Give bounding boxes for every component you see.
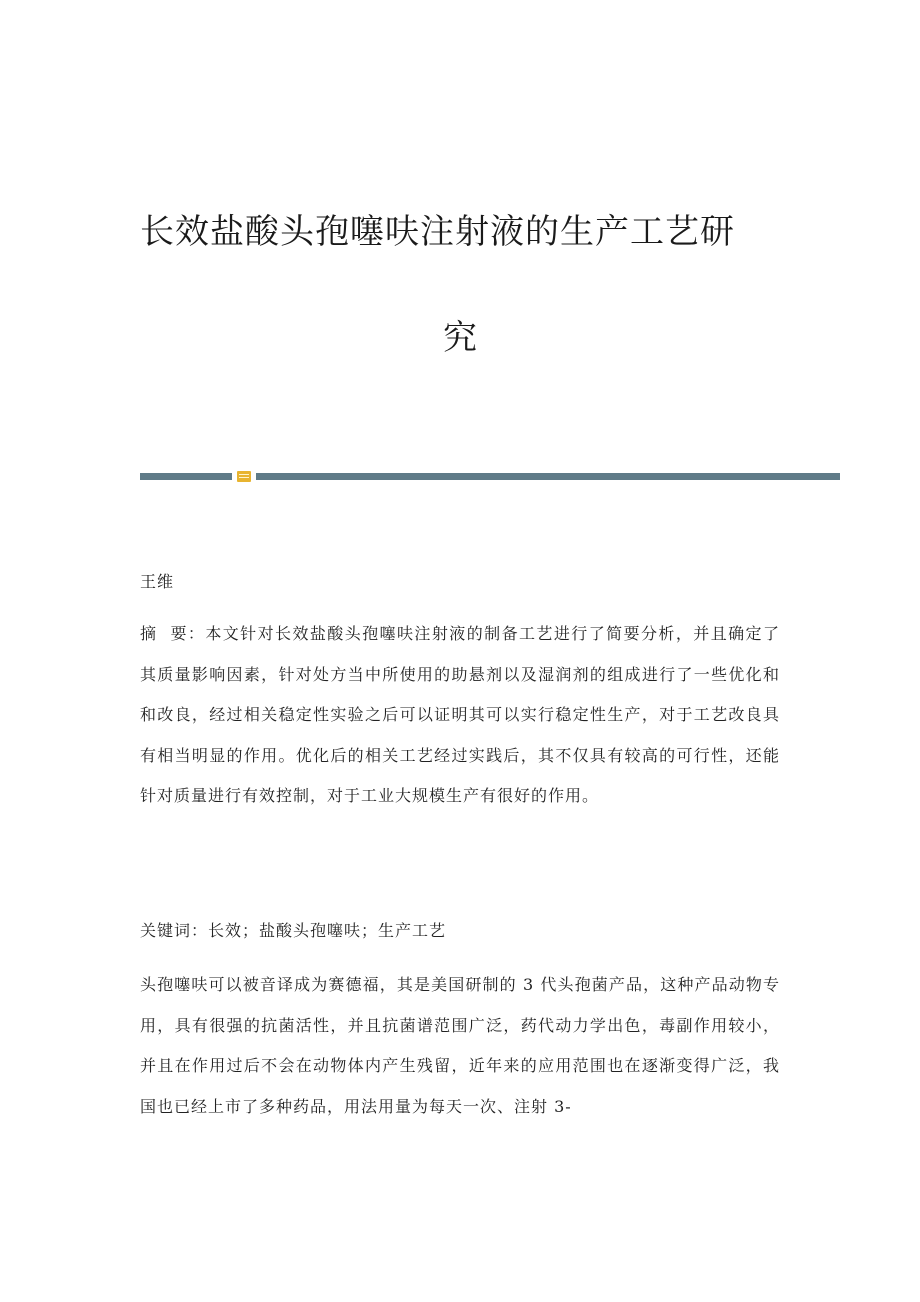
- divider-ornament-icon: [237, 471, 251, 482]
- paper-title-line-2: 究: [443, 318, 477, 358]
- paper-title-line-1: 长效盐酸头孢噻呋注射液的生产工艺研: [140, 212, 735, 252]
- divider-left-segment: [140, 473, 232, 480]
- abstract-label: 摘 要：: [140, 624, 206, 643]
- divider-right-segment: [256, 473, 840, 480]
- body-paragraph: 头孢噻呋可以被音译成为赛德福，其是美国研制的 3 代头孢菌产品，这种产品动物专用，具有很强的抗菌活性，并且抗菌谱范围广泛，药代动力学出色，毒副作用较小，并且在作用过后不会在动物体内产生残留，近年来的应用范围也在逐渐变得广泛，我国也已经上市了多种药品，用法用量为每天一次、注射 3-: [140, 975, 780, 1116]
- abstract-text: 本文针对长效盐酸头孢噻呋注射液的制备工艺进行了简要分析，并且确定了其质量影响因素，针对处方当中所使用的助悬剂以及湿润剂的组成进行了一些优化和和改良，经过相关稳定性实验之后可以证明其可以实行稳定性生产，对于工艺改良具有相当明显的作用。优化后的相关工艺经过实践后，其不仅具有较高的可行性，还能针对质量进行有效控制，对于工业大规模生产有很好的作用。: [140, 624, 780, 805]
- keywords-label: 关键词：: [140, 921, 209, 940]
- keywords: [140, 911, 780, 952]
- keywords-text: 长效；盐酸头孢噻呋；生产工艺: [208, 921, 447, 940]
- author-name: 王维: [140, 572, 175, 591]
- title-divider: [140, 470, 840, 482]
- abstract: [140, 614, 780, 817]
